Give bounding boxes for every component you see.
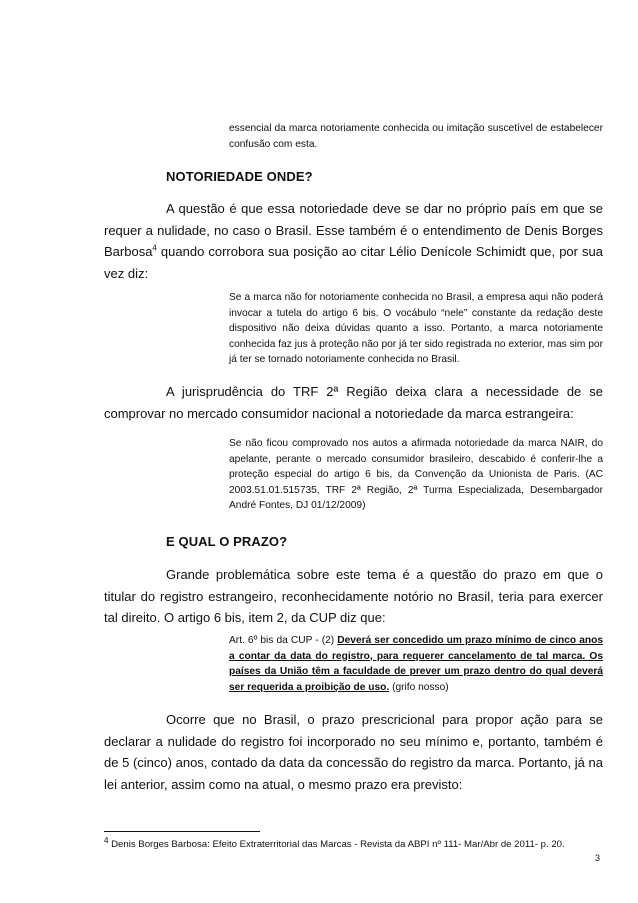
paragraph-prazo xyxy=(104,564,603,629)
footnote-number: 4 xyxy=(104,835,109,845)
section-heading-notoriedade: NOTORIEDADE ONDE? xyxy=(166,169,313,184)
paragraph-text: Grande problemática sobre este tema é a questão do prazo em que o titular do registro estrangeiro, reconhecidamente notório no Brasil, teria para exercer tal direito. O artigo 6 bis, item 2, da CUP diz que: xyxy=(104,567,603,625)
paragraph-prescricao xyxy=(104,709,603,795)
page-number: 3 xyxy=(595,853,601,863)
quote-emphasis: Deverá ser concedido um prazo mínimo de cinco anos a contar da data do registro, para requerer cancelamento de tal marca. Os países da União têm a faculdade de prever um prazo dentro do qual deverá ser requerida a proibição de uso. xyxy=(229,635,603,693)
block-quote-top: essencial da marca notoriamente conhecida ou imitação suscetível de estabelecer confusão com esta. xyxy=(229,123,603,150)
block-quote-cup xyxy=(229,633,603,695)
paragraph-text: A questão é que essa notoriedade deve se dar no próprio país em que se requer a nulidade, no caso o Brasil. Esse também é o entendimento de Denis Borges Barbosa xyxy=(104,201,603,259)
paragraph-text: quando corrobora sua posição ao citar Lélio Denícole Schimidt que, por sua vez diz: xyxy=(104,244,603,281)
paragraph-notoriedade xyxy=(104,198,603,284)
block-quote-schimidt: Se a marca não for notoriamente conhecida no Brasil, a empresa aqui não poderá invocar a tutela do artigo 6 bis. O vocábulo “nele” constante da redação deste dispositivo não deixa dúvidas quanto a isso. Portanto, a marca notoriamente conhecida faz jus à proteção não por já ter sido registrada no exterior, mas sim por já ter se tornado notoriamente conhecida no Brasil. xyxy=(229,292,603,366)
footnote-text: Denis Borges Barbosa: Efeito Extraterritorial das Marcas - Revista da ABPI nº 111- Mar/Abr de 2011- p. 20. xyxy=(108,839,565,850)
quote-tail: (grifo nosso) xyxy=(389,681,449,693)
section-heading-prazo: E QUAL O PRAZO? xyxy=(166,534,288,549)
footnote-divider xyxy=(104,831,260,832)
paragraph-text: Ocorre que no Brasil, o prazo prescricional para propor ação para se declarar a nulidade do registro foi incorporado no seu mínimo e, portanto, também é de 5 (cinco) anos, contado da data da concessão do registro da marca. Portanto, já na lei anterior, assim como na atual, o mesmo prazo era previsto: xyxy=(104,712,603,792)
block-quote-trf: Se não ficou comprovado nos autos a afirmada notoriedade da marca NAIR, do apelante, perante o mercado consumidor brasileiro, descabido é conferir-lhe a proteção especial do artigo 6 bis, da Convenção da Unionista de Paris. (AC 2003.51.01.515735, TRF 2ª Região, 2ª Turma Especializada, Desembargador André Fontes, DJ 01/12/2009) xyxy=(229,438,603,512)
footnote xyxy=(104,835,603,851)
paragraph-jurisprudencia xyxy=(104,381,603,424)
paragraph-text: A jurisprudência do TRF 2ª Região deixa clara a necessidade de se comprovar no mercado consumidor nacional a notoriedade da marca estrangeira: xyxy=(104,384,603,421)
footnote-reference: 4 xyxy=(152,243,157,253)
quote-lead: Art. 6º bis da CUP - (2) xyxy=(229,635,338,646)
